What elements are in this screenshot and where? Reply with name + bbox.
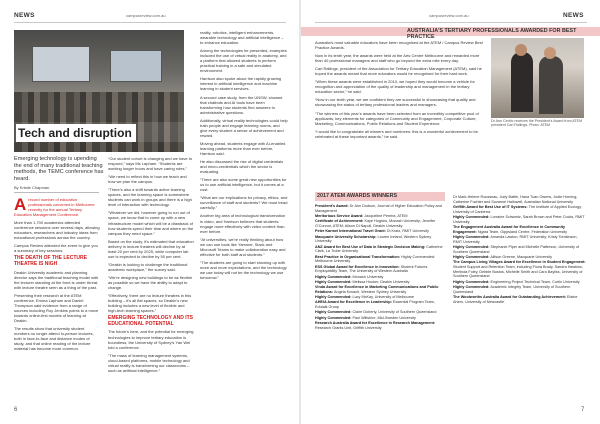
award-recipient: Engineering Project Technical Team, Curtin University	[490, 279, 580, 284]
award-entry	[315, 285, 445, 294]
award-category: Highly Commended:	[315, 315, 352, 320]
award-entry	[315, 214, 445, 219]
body-paragraph: “Whatever we did, however going to run out of space, we know that to come up with a new infrastructure model which will be a drawback of how students spend their time and where on the campus they need space.”	[108, 210, 194, 236]
award-category: Research Australia Award for Excellence in Research Management:	[315, 321, 436, 326]
award-entry	[453, 225, 587, 234]
awards-intro-paragraph: Now in its tenth year, the awards were held at the Arts Centre Melbourne and rewarded more than 40 professional managers and staff who go beyond the extra mile every day.	[315, 53, 480, 64]
body-paragraph: More than 1,700 academics attended conference sessions over several days, allowing educators, researchers and industry ideas from educational professions across the country.	[14, 220, 100, 241]
award-category: Macquarie University Scholarship:	[315, 234, 377, 239]
article-dek: Emerging technology is upending the end of many traditional teaching methods, the TEMC conference has heard.	[14, 156, 104, 182]
award-recipient: Research Grants Unit, Griffith University	[315, 325, 382, 330]
award-recipient: Jacqueline Pereira, ATEM	[364, 214, 408, 218]
award-category: Highly Commended:	[315, 295, 352, 300]
awards-headline: AUSTRALIA'S TERTIARY PROFESSIONALS AWARDED FOR BEST PRACTICE	[407, 28, 577, 40]
site-url: campusreview.com.au	[429, 13, 469, 18]
award-recipient: Stephanie Piper and Michelle Patterson, University of Southern Queensland	[453, 245, 580, 254]
award-category: Meritorious Service Award:	[315, 214, 364, 218]
award-category: Highly Commended:	[453, 215, 490, 219]
subhead-emerging-tech: EMERGING TECHNOLOGY AND ITS EDUCATIONAL POTENTIAL	[108, 315, 194, 327]
award-entry	[453, 245, 587, 254]
photo-caption: Dr Ann Cedric receives the President’s Award from ATEM president Carl Rallings. Photo: ATEM	[491, 119, 583, 128]
body-paragraph: Another big area of technological transformation is video, and Harrison believes that students engage more effectively with video content than ever before.	[200, 213, 286, 234]
body-paragraph: Additionally, virtual reality technologies could help train people and engage learning rooms, and give every student a sense of achievement and reward.	[200, 117, 288, 138]
body-paragraph: “Deakin is looking to challenge the traditional academic workplace,” the survey said.	[108, 261, 188, 272]
body-paragraph: “The students are going to start showing up with more and more expectations, and the technology we use today will not be the technology we use tomorrow.”	[200, 259, 287, 280]
page-number: 6	[14, 407, 18, 413]
award-photo	[491, 38, 584, 118]
body-paragraph: “At universities, we’re really thinking about how we can use tools like Yammer, Slack and Microsoft Teams to make collaboration easy and effective for both staff and students.”	[200, 236, 286, 257]
body-paragraph: “The mass of learning management systems, cloud-based platforms, mobile technology and virtual reality is transforming our classrooms – such as artificial intelligence.”	[108, 352, 190, 373]
section-label: NEWS	[14, 12, 35, 19]
byline-rule	[14, 192, 99, 193]
body-paragraph: “Effectively, there are no lecture theatres in this building – it’s all flat spaces, so Deakin’s new building includes a new level of flexible and high-tech learning spaces.”	[108, 293, 192, 314]
award-entry	[315, 316, 445, 321]
awards-intro-paragraph: “The winners of this year’s awards have been selected from an incredibly competitive pool of applicants, key elements for categories of Community and Engagement, Corporate Culture, Marketing, Communications, Public Relations and Student Experience.	[315, 110, 479, 126]
winners-list-left	[315, 204, 445, 402]
award-category: Highly Commended:	[453, 245, 490, 249]
award-entry	[315, 295, 445, 300]
winners-list-right	[453, 195, 587, 402]
lead-paragraph	[14, 197, 100, 217]
awards-intro-paragraph: Carl Rallings, president of the Association for Tertiary Education Management (ATEM), said he hoped the awards meant that more educators would be recognised for their hard work.	[315, 66, 482, 77]
site-url: campusreview.com.au	[126, 13, 166, 18]
hero-screen-right	[110, 50, 162, 82]
awards-intro-paragraph: “I would like to congratulate all winners and nominees: this is a wonderful achievement to be celebrated at these important awards,” he said.	[315, 128, 478, 139]
award-entry	[453, 205, 587, 214]
article-column-2	[108, 156, 194, 400]
body-paragraph: A second case study, from the UNSW, showed that chatbots and AI tools have been transforming how students find answers to administrative questions.	[200, 94, 283, 115]
award-recipient: Lucy McKay, University of Melbourne	[352, 295, 415, 300]
award-entry	[315, 310, 445, 315]
drop-cap: A	[14, 197, 27, 214]
award-entry	[453, 215, 587, 224]
award-recipient: Ngara Team, Gippsland Centre, Federation University	[477, 229, 567, 234]
award-recipient: Student Support and Retention Team, including Fiona Brady, Sandra Hawkins, Merlinda Foley, Debbie Bustos, Michelle Smith and Cara Bayliss, University of Southern Queensland	[453, 265, 583, 279]
award-entry	[315, 255, 445, 264]
award-entry	[315, 229, 445, 234]
awards-intro-paragraph: Australia’s most valuable educators have been recognised at the ATEM / Campus Review Best Practice Awards.	[315, 40, 483, 51]
body-paragraph: Based on the study, it’s estimated that education delivery in lecture theatres will decline by at least 20 per cent by 2025, while computer lab use is expected to decline by 50 per cent.	[108, 238, 194, 259]
section-label: NEWS	[563, 12, 584, 19]
award-entry	[315, 245, 445, 254]
award-category: Highly Commended:	[315, 310, 352, 315]
award-entry	[315, 280, 445, 285]
award-recipient: Lorraine Schwartz, Sarah Brown and Peter Cocks, RMIT University	[453, 215, 585, 224]
awards-intro-paragraph: “When these awards were established in 2010, we hoped they would become a vehicle for recognition and appreciation of the quality of leadership and management in the tertiary education sector,” he said.	[315, 79, 475, 95]
award-recipient: Kaye Hughes, Monash University; Jennifer O’Connor, ATEM; Alison Di Napoli, Deakin University	[315, 219, 436, 228]
award-recipient: Paul Wiltshire, Mid-Sweden University	[352, 315, 416, 320]
award-entry	[315, 204, 445, 213]
award-recipient: Dr Mark-Helene Rousseau, Judy Battle, Hana Tuan Owens, Jodie Horning, Catherine Fuchter and Suzanne Hallowell, Australian National University	[453, 195, 578, 204]
hero-screen-left	[32, 46, 90, 82]
award-category: Highly Commended:	[453, 279, 490, 284]
body-paragraph: “Our student cohort is changing and we have to respond,” says Ms Lapham. “Students are working longer hours and have caring roles.”	[108, 156, 193, 172]
award-recipient: Monash University	[352, 274, 384, 279]
award-category: Highly Commended:	[453, 235, 490, 239]
award-recipient: Allison Greene, Macquarie University	[490, 255, 553, 259]
winners-heading: 2017 ATEM AWARDS WINNERS	[317, 193, 398, 199]
award-category: ESS Global Award for Excellence in Innovation:	[315, 264, 400, 269]
award-category: Griffith Award for Best Use of IT Systems:	[453, 205, 528, 209]
award-entry	[453, 235, 587, 244]
award-category: AHEIA Award for Excellence in Leadership:	[315, 300, 392, 305]
byline: By Kristie Chapman	[14, 185, 50, 190]
award-recipient: Student Futures Employability Team, The University of Western Australia	[315, 264, 428, 274]
award-category: President’s Award:	[315, 204, 349, 208]
body-paragraph: Campus Review attended the event to give you a summary of key sessions.	[14, 243, 98, 254]
award-recipient: Catherine Clark, La Trobe University	[315, 244, 443, 254]
award-entry	[315, 300, 445, 309]
award-entry	[453, 280, 587, 285]
award-recipient: Elaine Ahern, University of Newcastle	[453, 295, 578, 304]
header-rule	[315, 22, 587, 23]
body-paragraph: “There are also some great new opportunities for us to use artificial intelligence, but it comes at a cost.	[200, 177, 287, 193]
article-column-3	[200, 30, 288, 400]
award-recipient: Dr Ann Dodson, Journal of Higher Education Policy and Management	[315, 204, 442, 213]
award-entry	[315, 275, 445, 280]
awards-intro-paragraph: “Now in our tenth year, we are confident they are successful in showcasing that quality and showcasing the status of tertiary professional leaders and managers.	[315, 97, 476, 108]
award-recipient: Essential Program Team, Edutalk Group	[315, 300, 435, 310]
award-category: Highly Commended:	[453, 285, 490, 289]
body-paragraph: “There’s also a shift towards active learning spaces, and the learning space is somewhere students can work in groups and there is a high level of interaction with technology.	[108, 187, 192, 208]
right-page	[301, 0, 600, 424]
award-entry	[453, 295, 587, 304]
award-entry	[315, 265, 445, 274]
body-paragraph: Harrison also spoke about the rapidly growing interest in artificial intelligence and machine learning in student services.	[200, 76, 282, 92]
body-paragraph: “We’re designing new buildings to be as flexible as possible so we have the ability to adapt to change.	[108, 274, 193, 291]
body-paragraph: “What are our implications for privacy, ethics, and surveillance of staff and students? We must tread carefully.”	[200, 195, 288, 211]
header-rule	[14, 22, 286, 23]
award-category: ANZ Award for Best Use of Data in Strategic Decision Making:	[315, 244, 426, 249]
award-entry	[453, 195, 587, 204]
body-paragraph: Deakin University academic and planning director says the traditional teaching model with the lecturer standing at the front is under threat, with lecture theatre seen as a thing of the past.	[14, 269, 99, 290]
award-category: Highly Commended:	[453, 255, 490, 259]
award-category: Peter Karmel International Travel Grant:	[315, 229, 386, 234]
award-category: Highly Commended:	[315, 279, 352, 284]
body-paragraph: He also discussed the rise of digital credentials and micro-credentials which the sector is evaluating.	[200, 159, 284, 175]
award-entry	[453, 285, 587, 294]
award-category: Certificate of Achievement:	[315, 219, 364, 224]
award-recipient: The Institute of Applied Ecology, University of Canberra	[453, 205, 582, 214]
award-category: Best Practice in Organisational Transformation:	[315, 254, 401, 259]
body-paragraph: reality, robotics, intelligent enhancements, wearable technology and artificial intelligence – to enhance education.	[200, 30, 284, 46]
body-paragraph: The future’s here, and the potential for emerging technologies to improve tertiary education is boundless, the University of Sydney’s Yan Wei told a conference.	[108, 329, 194, 350]
award-category: The Woolworths Australia Award for Outstanding Achievement:	[453, 295, 566, 299]
award-category: The Engagement Australia Award for Excellence in Community Engagement:	[453, 225, 565, 234]
body-paragraph: “We need to reflect this in how we teach and how we plan the campus.	[108, 174, 187, 185]
page-number: 7	[581, 407, 585, 413]
left-page	[0, 0, 299, 424]
lead-text: record number of education professionals convened in Melbourne recently for the annual Tertiary Education Management Conference.	[14, 197, 95, 218]
award-recipient: Academic Integrity Team, University of Southern Queensland	[453, 285, 571, 294]
award-entry	[315, 321, 445, 330]
article-column-1	[14, 197, 100, 397]
award-recipient: Angela Kovach, Western Sydney University	[333, 289, 407, 294]
award-entry	[453, 255, 587, 260]
award-recipient: Amanda Lawton, RMIT University; Kristy Tomkinson, RMIT University	[453, 235, 578, 244]
body-paragraph: Among the technologies he presented, examples included the use of virtual reality in anatomy, and a platform that allowed students to perform practical training in a safe and simulated environment.	[200, 48, 287, 74]
award-entry	[453, 260, 587, 279]
award-category: Highly Commended:	[315, 274, 352, 279]
award-recipient: Claire Doherty, University of Southern Queensland	[352, 310, 437, 315]
awards-intro	[315, 40, 485, 188]
subhead-lecture-theatre: THE DEATH OF THE LECTURE THEATRE IS NIGH	[14, 255, 87, 268]
body-paragraph: The results show that university student numbers no longer attend in-person lectures, both in face-to-face and distance modes of study, and that online reading of the lecture material has become more common.	[14, 326, 94, 352]
award-recipient: Highly Commended: Melbourne University	[315, 254, 436, 264]
article-title: Tech and disruption	[16, 124, 136, 142]
award-entry	[315, 235, 445, 244]
award-category: The Campus Living Villages Award for Excellence in Student Engagement:	[453, 260, 586, 265]
award-recipient: Melissa Hooker, Deakin University	[352, 279, 410, 284]
body-paragraph: Moving ahead, students engage with AI-enabled learning platforms more than ever before, Harrison said.	[200, 140, 286, 156]
award-category: Vinda Award for Excellence in Marketing Communications and Public Relations:	[315, 285, 439, 294]
award-recipient: Lauren Ireland, Western Sydney University	[315, 234, 432, 244]
body-paragraph: Presenting their research at the ATEM conference, Emma Lapham and Daniel Thompson said evidence from a range of sources including Roy Jenkins points to a move towards online-first models of learning at Deakin.	[14, 292, 99, 324]
award-entry	[315, 219, 445, 228]
award-recipient: Di Kratz, RMIT University	[386, 229, 429, 234]
